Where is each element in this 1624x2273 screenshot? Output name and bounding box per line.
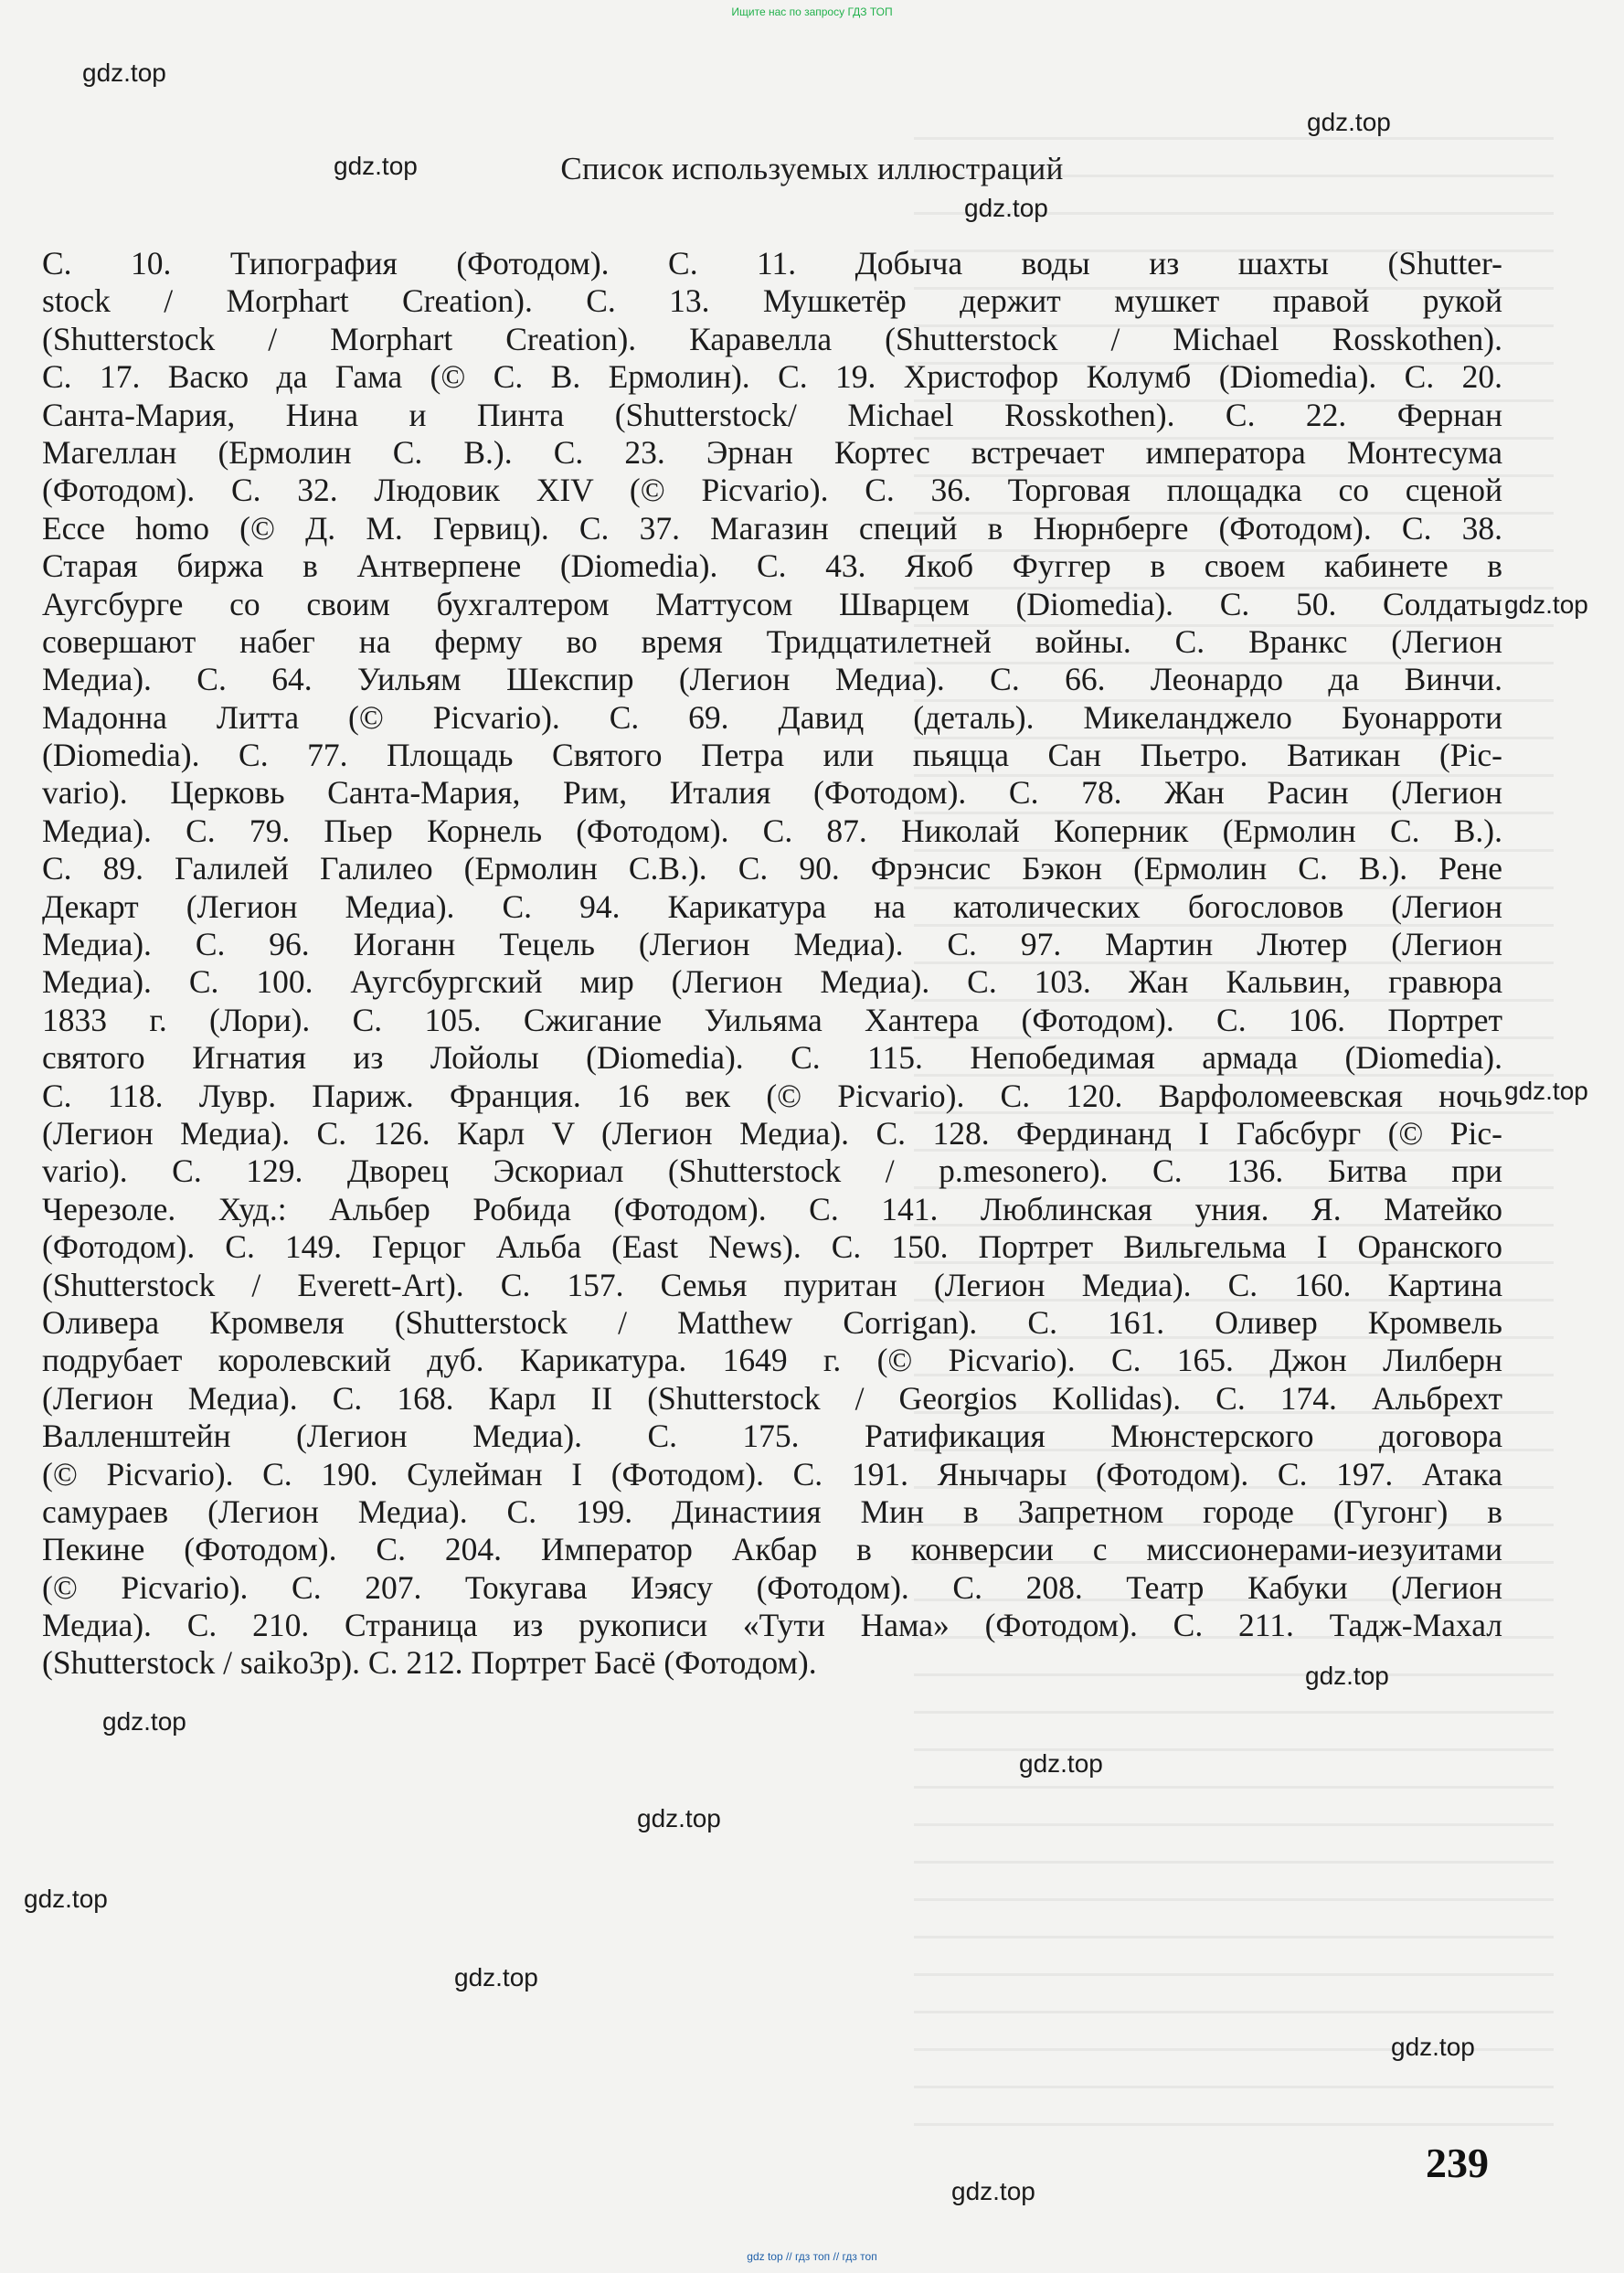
text-line: Санта-Мария, Нина и Пинта (Shutterstock/ Michael Rosskothen). С. 22. Фернан — [42, 396, 1502, 433]
text-line: Магеллан (Ермолин С. В.). С. 23. Эрнан Кортес встречает императора Монтесума — [42, 433, 1502, 471]
page-title: Список используемых иллюстраций — [560, 151, 1064, 186]
text-line: Валленштейн (Легион Медиа). С. 175. Ратификация Мюнстерского договора — [42, 1418, 1502, 1455]
header-note: Ищите нас по запросу ГДЗ ТОП — [731, 5, 893, 18]
footer-note: gdz top // гдз топ // гдз топ — [747, 2250, 877, 2263]
text-line: (Shutterstock / Morphart Creation). Каравелла (Shutterstock / Michael Rosskothen). — [42, 320, 1502, 357]
watermark: gdz.top — [1019, 1749, 1103, 1778]
watermark: gdz.top — [637, 1804, 721, 1832]
text-line: Медиа). С. 210. Страница из рукописи «Тути Нама» (Фотодом). С. 211. Тадж-Махал — [42, 1607, 1502, 1644]
text-line: подрубает королевский дуб. Карикатура. 1649 г. (© Picvario). С. 165. Джон Лилберн — [42, 1342, 1502, 1379]
text-line: Аугсбурге со своим бухгалтером Маттусом Шварцем (Diomedia). С. 50. Солдаты — [42, 585, 1502, 622]
text-line: (© Picvario). С. 190. Сулейман I (Фотодом). С. 191. Янычары (Фотодом). С. 197. Атака — [42, 1455, 1502, 1492]
text-line: (Diomedia). С. 77. Площадь Святого Петра или пьяцца Сан Пьетро. Ватикан (Pic- — [42, 737, 1502, 774]
text-line: Старая биржа в Антверпене (Diomedia). С. 43. Якоб Фуггер в своем кабинете в — [42, 547, 1502, 585]
text-line: Медиа). С. 64. Уильям Шекспир (Легион Медиа). С. 66. Леонардо да Винчи. — [42, 661, 1502, 698]
text-line: Оливера Кромвеля (Shutterstock / Matthew Corrigan). С. 161. Оливер Кромвель — [42, 1303, 1502, 1341]
watermark: gdz.top — [951, 2177, 1035, 2205]
watermark: gdz.top — [1391, 2033, 1475, 2061]
text-line: С. 118. Лувр. Париж. Франция. 16 век (© Picvario). С. 120. Варфоломеевская ночь — [42, 1077, 1502, 1114]
watermark: gdz.top — [102, 1707, 186, 1736]
watermark: gdz.top — [82, 58, 166, 87]
watermark: gdz.top — [454, 1963, 538, 1992]
text-line: самураев (Легион Медиа). С. 199. Династиия Мин в Запретном городе (Гугонг) в — [42, 1492, 1502, 1530]
text-line: святого Игнатия из Лойолы (Diomedia). С. 115. Непобедимая армада (Diomedia). — [42, 1039, 1502, 1077]
text-line: С. 17. Васко да Гама (© С. В. Ермолин). С. 19. Христофор Колумб (Diomedia). С. 20. — [42, 358, 1502, 396]
text-line: С. 10. Типография (Фотодом). С. 11. Добыча воды из шахты (Shutter- — [42, 245, 1502, 281]
page-number: 239 — [1426, 2140, 1489, 2186]
text-line: совершают набег на ферму во время Тридцатилетней войны. С. Вранкс (Легион — [42, 622, 1502, 660]
watermark: gdz.top — [1305, 1662, 1389, 1690]
text-line: Декарт (Легион Медиа). С. 94. Карикатура на католических богословов (Легион — [42, 887, 1502, 925]
watermark: gdz.top — [1504, 590, 1588, 619]
text-line: Пекине (Фотодом). С. 204. Император Акбар в конверсии с миссионерами-иезуитами — [42, 1531, 1502, 1568]
text-line: Ecce homo (© Д. М. Гервиц). С. 37. Магазин специй в Нюрнберге (Фотодом). С. 38. — [42, 509, 1502, 547]
text-line: vario). С. 129. Дворец Эскориал (Shutterstock / p.mesonero). С. 136. Битва при — [42, 1152, 1502, 1190]
text-line: Мадонна Литта (© Picvario). С. 69. Давид (деталь). Микеланджело Буонарроти — [42, 698, 1502, 736]
text-line: stock / Morphart Creation). С. 13. Мушкетёр держит мушкет правой рукой — [42, 282, 1502, 320]
watermark: gdz.top — [334, 152, 418, 180]
text-line: (Shutterstock / Everett-Art). С. 157. Семья пуритан (Легион Медиа). С. 160. Картина — [42, 1266, 1502, 1303]
text-line: Медиа). С. 96. Иоганн Тецель (Легион Медиа). С. 97. Мартин Лютер (Легион — [42, 926, 1502, 963]
text-line: Черезоле. Худ.: Альбер Робида (Фотодом). С. 141. Люблинская уния. Я. Матейко — [42, 1190, 1502, 1227]
illustration-credits-text — [42, 245, 1502, 1683]
text-line: (© Picvario). С. 207. Токугава Иэясу (Фотодом). С. 208. Театр Кабуки (Легион — [42, 1568, 1502, 1606]
text-line: vario). Церковь Санта-Мария, Рим, Италия (Фотодом). С. 78. Жан Расин (Легион — [42, 774, 1502, 812]
text-line: (Легион Медиа). С. 126. Карл V (Легион Медиа). С. 128. Фердинанд I Габсбург (© Pic- — [42, 1114, 1502, 1152]
text-line: (Легион Медиа). С. 168. Карл II (Shutterstock / Georgios Kollidas). С. 174. Альбрехт — [42, 1379, 1502, 1417]
text-line: (Shutterstock / saiko3p). С. 212. Портрет Басё (Фотодом). — [42, 1644, 817, 1682]
text-line: (Фотодом). С. 149. Герцог Альба (East News). С. 150. Портрет Вильгельма I Оранского — [42, 1228, 1502, 1266]
text-line: С. 89. Галилей Галилео (Ермолин С.В.). С. 90. Фрэнсис Бэкон (Ермолин С. В.). Рене — [42, 850, 1502, 887]
text-line: 1833 г. (Лори). С. 105. Сжигание Уильяма Хантера (Фотодом). С. 106. Портрет — [42, 1001, 1502, 1038]
watermark: gdz.top — [1504, 1077, 1588, 1105]
watermark: gdz.top — [964, 194, 1048, 222]
text-line: Медиа). С. 79. Пьер Корнель (Фотодом). С. 87. Николай Коперник (Ермолин С. В.). — [42, 812, 1502, 849]
text-line: Медиа). С. 100. Аугсбургский мир (Легион Медиа). С. 103. Жан Кальвин, гравюра — [42, 963, 1502, 1001]
watermark: gdz.top — [1307, 108, 1391, 136]
text-line: (Фотодом). С. 32. Людовик XIV (© Picvario). С. 36. Торговая площадка со сценой — [42, 472, 1502, 509]
watermark: gdz.top — [24, 1885, 108, 1913]
